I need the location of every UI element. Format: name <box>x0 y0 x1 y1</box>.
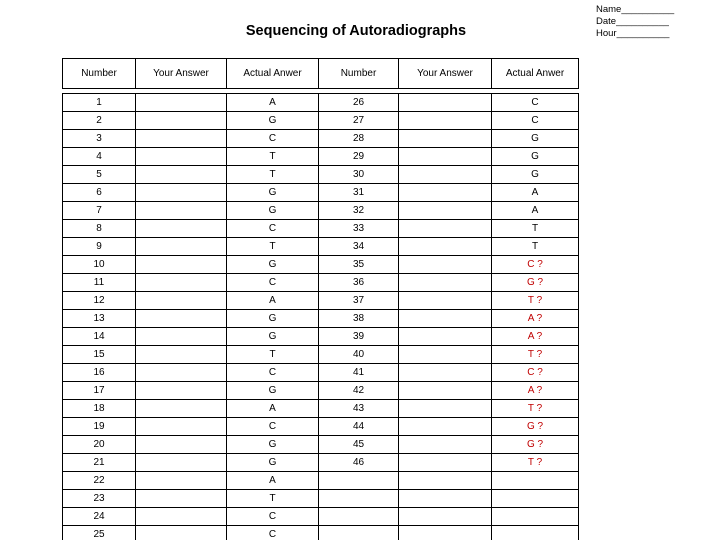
table-row <box>63 418 579 436</box>
actual-answer-right-cell: T <box>492 238 579 256</box>
actual-answer-left-cell: G <box>227 184 319 202</box>
number-right-cell: 27 <box>319 112 399 130</box>
actual-answer-left-cell: C <box>227 526 319 540</box>
number-right-cell: 44 <box>319 418 399 436</box>
answers-table <box>62 93 579 540</box>
table-row <box>63 328 579 346</box>
your-answer-left-cell <box>136 400 227 418</box>
your-answer-left-cell <box>136 238 227 256</box>
table-row <box>63 400 579 418</box>
actual-answer-left-cell: G <box>227 328 319 346</box>
hour-line: Hour__________ <box>596 28 670 39</box>
actual-answer-right-cell <box>492 526 579 540</box>
your-answer-right-cell <box>399 508 492 526</box>
number-left-cell: 25 <box>63 526 136 540</box>
number-left-cell: 24 <box>63 508 136 526</box>
your-answer-right-cell <box>399 220 492 238</box>
number-right-cell: 33 <box>319 220 399 238</box>
actual-answer-left-cell: G <box>227 112 319 130</box>
table-row <box>63 238 579 256</box>
number-right-cell: 38 <box>319 310 399 328</box>
number-right-cell: 34 <box>319 238 399 256</box>
table-row <box>63 508 579 526</box>
your-answer-left-cell <box>136 292 227 310</box>
number-left-cell: 12 <box>63 292 136 310</box>
your-answer-right-cell <box>399 148 492 166</box>
number-right-cell: 35 <box>319 256 399 274</box>
your-answer-right-cell <box>399 310 492 328</box>
actual-answer-right-cell: T ? <box>492 292 579 310</box>
your-answer-right-cell <box>399 94 492 112</box>
number-left-cell: 9 <box>63 238 136 256</box>
actual-answer-right-cell: A ? <box>492 310 579 328</box>
actual-answer-left-cell: G <box>227 256 319 274</box>
number-right-cell: 30 <box>319 166 399 184</box>
actual-answer-left-cell: T <box>227 490 319 508</box>
table-row <box>63 202 579 220</box>
your-answer-left-cell <box>136 454 227 472</box>
number-right-cell: 43 <box>319 400 399 418</box>
your-answer-right-cell <box>399 436 492 454</box>
actual-answer-right-cell: T <box>492 220 579 238</box>
number-left-cell: 16 <box>63 364 136 382</box>
table-row <box>63 148 579 166</box>
your-answer-left-cell <box>136 526 227 540</box>
number-left-cell: 14 <box>63 328 136 346</box>
actual-answer-right-cell: C ? <box>492 364 579 382</box>
number-right-cell: 42 <box>319 382 399 400</box>
actual-answer-right-cell: A <box>492 184 579 202</box>
actual-answer-right-cell <box>492 472 579 490</box>
page-title: Sequencing of Autoradiographs <box>245 23 467 39</box>
number-right-cell: 37 <box>319 292 399 310</box>
table-row <box>63 256 579 274</box>
your-answer-right-cell <box>399 292 492 310</box>
number-left-cell: 8 <box>63 220 136 238</box>
number-right-cell: 40 <box>319 346 399 364</box>
number-left-cell: 20 <box>63 436 136 454</box>
actual-answer-right-cell: G <box>492 130 579 148</box>
actual-answer-left-cell: T <box>227 238 319 256</box>
table-row <box>63 184 579 202</box>
date-line: Date__________ <box>596 16 669 27</box>
your-answer-left-cell <box>136 490 227 508</box>
your-answer-left-cell <box>136 148 227 166</box>
table-row <box>63 94 579 112</box>
actual-answer-right-cell: C <box>492 94 579 112</box>
actual-answer-left-cell: T <box>227 148 319 166</box>
table-row <box>63 130 579 148</box>
actual-answer-left-cell: C <box>227 418 319 436</box>
your-answer-right-cell <box>399 418 492 436</box>
your-answer-right-cell <box>399 400 492 418</box>
number-right-cell: 32 <box>319 202 399 220</box>
name-line: Name__________ <box>596 4 675 15</box>
number-right-cell: 46 <box>319 454 399 472</box>
your-answer-right-cell <box>399 184 492 202</box>
actual-answer-right-cell: A ? <box>492 328 579 346</box>
actual-answer-left-cell: A <box>227 400 319 418</box>
number-left-cell: 10 <box>63 256 136 274</box>
table-row <box>63 382 579 400</box>
table-row <box>63 310 579 328</box>
your-answer-right-cell <box>399 256 492 274</box>
actual-answer-left-cell: C <box>227 508 319 526</box>
your-answer-left-cell <box>136 274 227 292</box>
actual-answer-left-cell: A <box>227 472 319 490</box>
your-answer-left-cell <box>136 166 227 184</box>
your-answer-right-cell <box>399 454 492 472</box>
table-row <box>63 346 579 364</box>
your-answer-left-cell <box>136 256 227 274</box>
number-left-cell: 7 <box>63 202 136 220</box>
table-row <box>63 526 579 540</box>
actual-answer-left-cell: A <box>227 292 319 310</box>
number-left-cell: 4 <box>63 148 136 166</box>
actual-answer-left-cell: T <box>227 166 319 184</box>
actual-answer-right-cell: G <box>492 166 579 184</box>
actual-answer-right-cell: G <box>492 148 579 166</box>
your-answer-left-cell <box>136 364 227 382</box>
your-answer-right-cell <box>399 112 492 130</box>
header-row <box>63 59 579 89</box>
number-left-cell: 11 <box>63 274 136 292</box>
your-answer-right-cell <box>399 166 492 184</box>
your-answer-left-cell <box>136 328 227 346</box>
table-row <box>63 220 579 238</box>
number-right-cell: 39 <box>319 328 399 346</box>
col-header-your-answer-right: Your Answer <box>399 59 492 89</box>
number-right-cell: 45 <box>319 436 399 454</box>
number-left-cell: 6 <box>63 184 136 202</box>
table-row <box>63 454 579 472</box>
actual-answer-right-cell: C ? <box>492 256 579 274</box>
your-answer-left-cell <box>136 382 227 400</box>
col-header-number-left: Number <box>63 59 136 89</box>
actual-answer-left-cell: G <box>227 310 319 328</box>
actual-answer-left-cell: C <box>227 364 319 382</box>
col-header-actual-answer-right: Actual Anwer <box>492 59 579 89</box>
number-left-cell: 18 <box>63 400 136 418</box>
actual-answer-right-cell: G ? <box>492 436 579 454</box>
your-answer-right-cell <box>399 472 492 490</box>
actual-answer-right-cell: A <box>492 202 579 220</box>
actual-answer-right-cell: T ? <box>492 346 579 364</box>
number-right-cell <box>319 526 399 540</box>
answers-table-wrap <box>62 58 579 540</box>
number-right-cell: 31 <box>319 184 399 202</box>
your-answer-right-cell <box>399 130 492 148</box>
your-answer-left-cell <box>136 436 227 454</box>
your-answer-right-cell <box>399 274 492 292</box>
actual-answer-right-cell <box>492 508 579 526</box>
your-answer-left-cell <box>136 220 227 238</box>
actual-answer-left-cell: C <box>227 220 319 238</box>
actual-answer-right-cell: A ? <box>492 382 579 400</box>
number-right-cell: 29 <box>319 148 399 166</box>
your-answer-right-cell <box>399 382 492 400</box>
number-left-cell: 19 <box>63 418 136 436</box>
number-right-cell <box>319 472 399 490</box>
number-left-cell: 5 <box>63 166 136 184</box>
number-right-cell <box>319 490 399 508</box>
number-left-cell: 13 <box>63 310 136 328</box>
your-answer-right-cell <box>399 328 492 346</box>
your-answer-left-cell <box>136 130 227 148</box>
your-answer-right-cell <box>399 238 492 256</box>
number-right-cell: 36 <box>319 274 399 292</box>
actual-answer-left-cell: G <box>227 202 319 220</box>
actual-answer-right-cell: T ? <box>492 400 579 418</box>
number-right-cell <box>319 508 399 526</box>
number-right-cell: 28 <box>319 130 399 148</box>
actual-answer-right-cell <box>492 490 579 508</box>
actual-answer-left-cell: G <box>227 436 319 454</box>
col-header-your-answer-left: Your Answer <box>136 59 227 89</box>
table-row <box>63 166 579 184</box>
number-left-cell: 21 <box>63 454 136 472</box>
your-answer-left-cell <box>136 472 227 490</box>
actual-answer-left-cell: G <box>227 454 319 472</box>
your-answer-left-cell <box>136 94 227 112</box>
your-answer-left-cell <box>136 310 227 328</box>
answers-table-header <box>62 58 579 89</box>
your-answer-right-cell <box>399 364 492 382</box>
actual-answer-right-cell: G ? <box>492 274 579 292</box>
table-row <box>63 436 579 454</box>
actual-answer-left-cell: T <box>227 346 319 364</box>
your-answer-right-cell <box>399 490 492 508</box>
number-left-cell: 15 <box>63 346 136 364</box>
actual-answer-left-cell: A <box>227 94 319 112</box>
your-answer-left-cell <box>136 346 227 364</box>
number-left-cell: 17 <box>63 382 136 400</box>
number-left-cell: 1 <box>63 94 136 112</box>
answers-table-body <box>63 94 579 540</box>
number-left-cell: 22 <box>63 472 136 490</box>
actual-answer-left-cell: G <box>227 382 319 400</box>
number-right-cell: 41 <box>319 364 399 382</box>
actual-answer-left-cell: C <box>227 274 319 292</box>
number-left-cell: 3 <box>63 130 136 148</box>
your-answer-left-cell <box>136 202 227 220</box>
your-answer-left-cell <box>136 112 227 130</box>
table-row <box>63 472 579 490</box>
actual-answer-right-cell: G ? <box>492 418 579 436</box>
table-row <box>63 490 579 508</box>
col-header-actual-answer-left: Actual Anwer <box>227 59 319 89</box>
table-row <box>63 364 579 382</box>
actual-answer-right-cell: T ? <box>492 454 579 472</box>
your-answer-right-cell <box>399 202 492 220</box>
your-answer-right-cell <box>399 346 492 364</box>
table-row <box>63 112 579 130</box>
col-header-number-right: Number <box>319 59 399 89</box>
number-right-cell: 26 <box>319 94 399 112</box>
your-answer-left-cell <box>136 508 227 526</box>
your-answer-left-cell <box>136 418 227 436</box>
table-row <box>63 292 579 310</box>
your-answer-left-cell <box>136 184 227 202</box>
actual-answer-left-cell: C <box>227 130 319 148</box>
actual-answer-right-cell: C <box>492 112 579 130</box>
number-left-cell: 2 <box>63 112 136 130</box>
number-left-cell: 23 <box>63 490 136 508</box>
table-row <box>63 274 579 292</box>
your-answer-right-cell <box>399 526 492 540</box>
